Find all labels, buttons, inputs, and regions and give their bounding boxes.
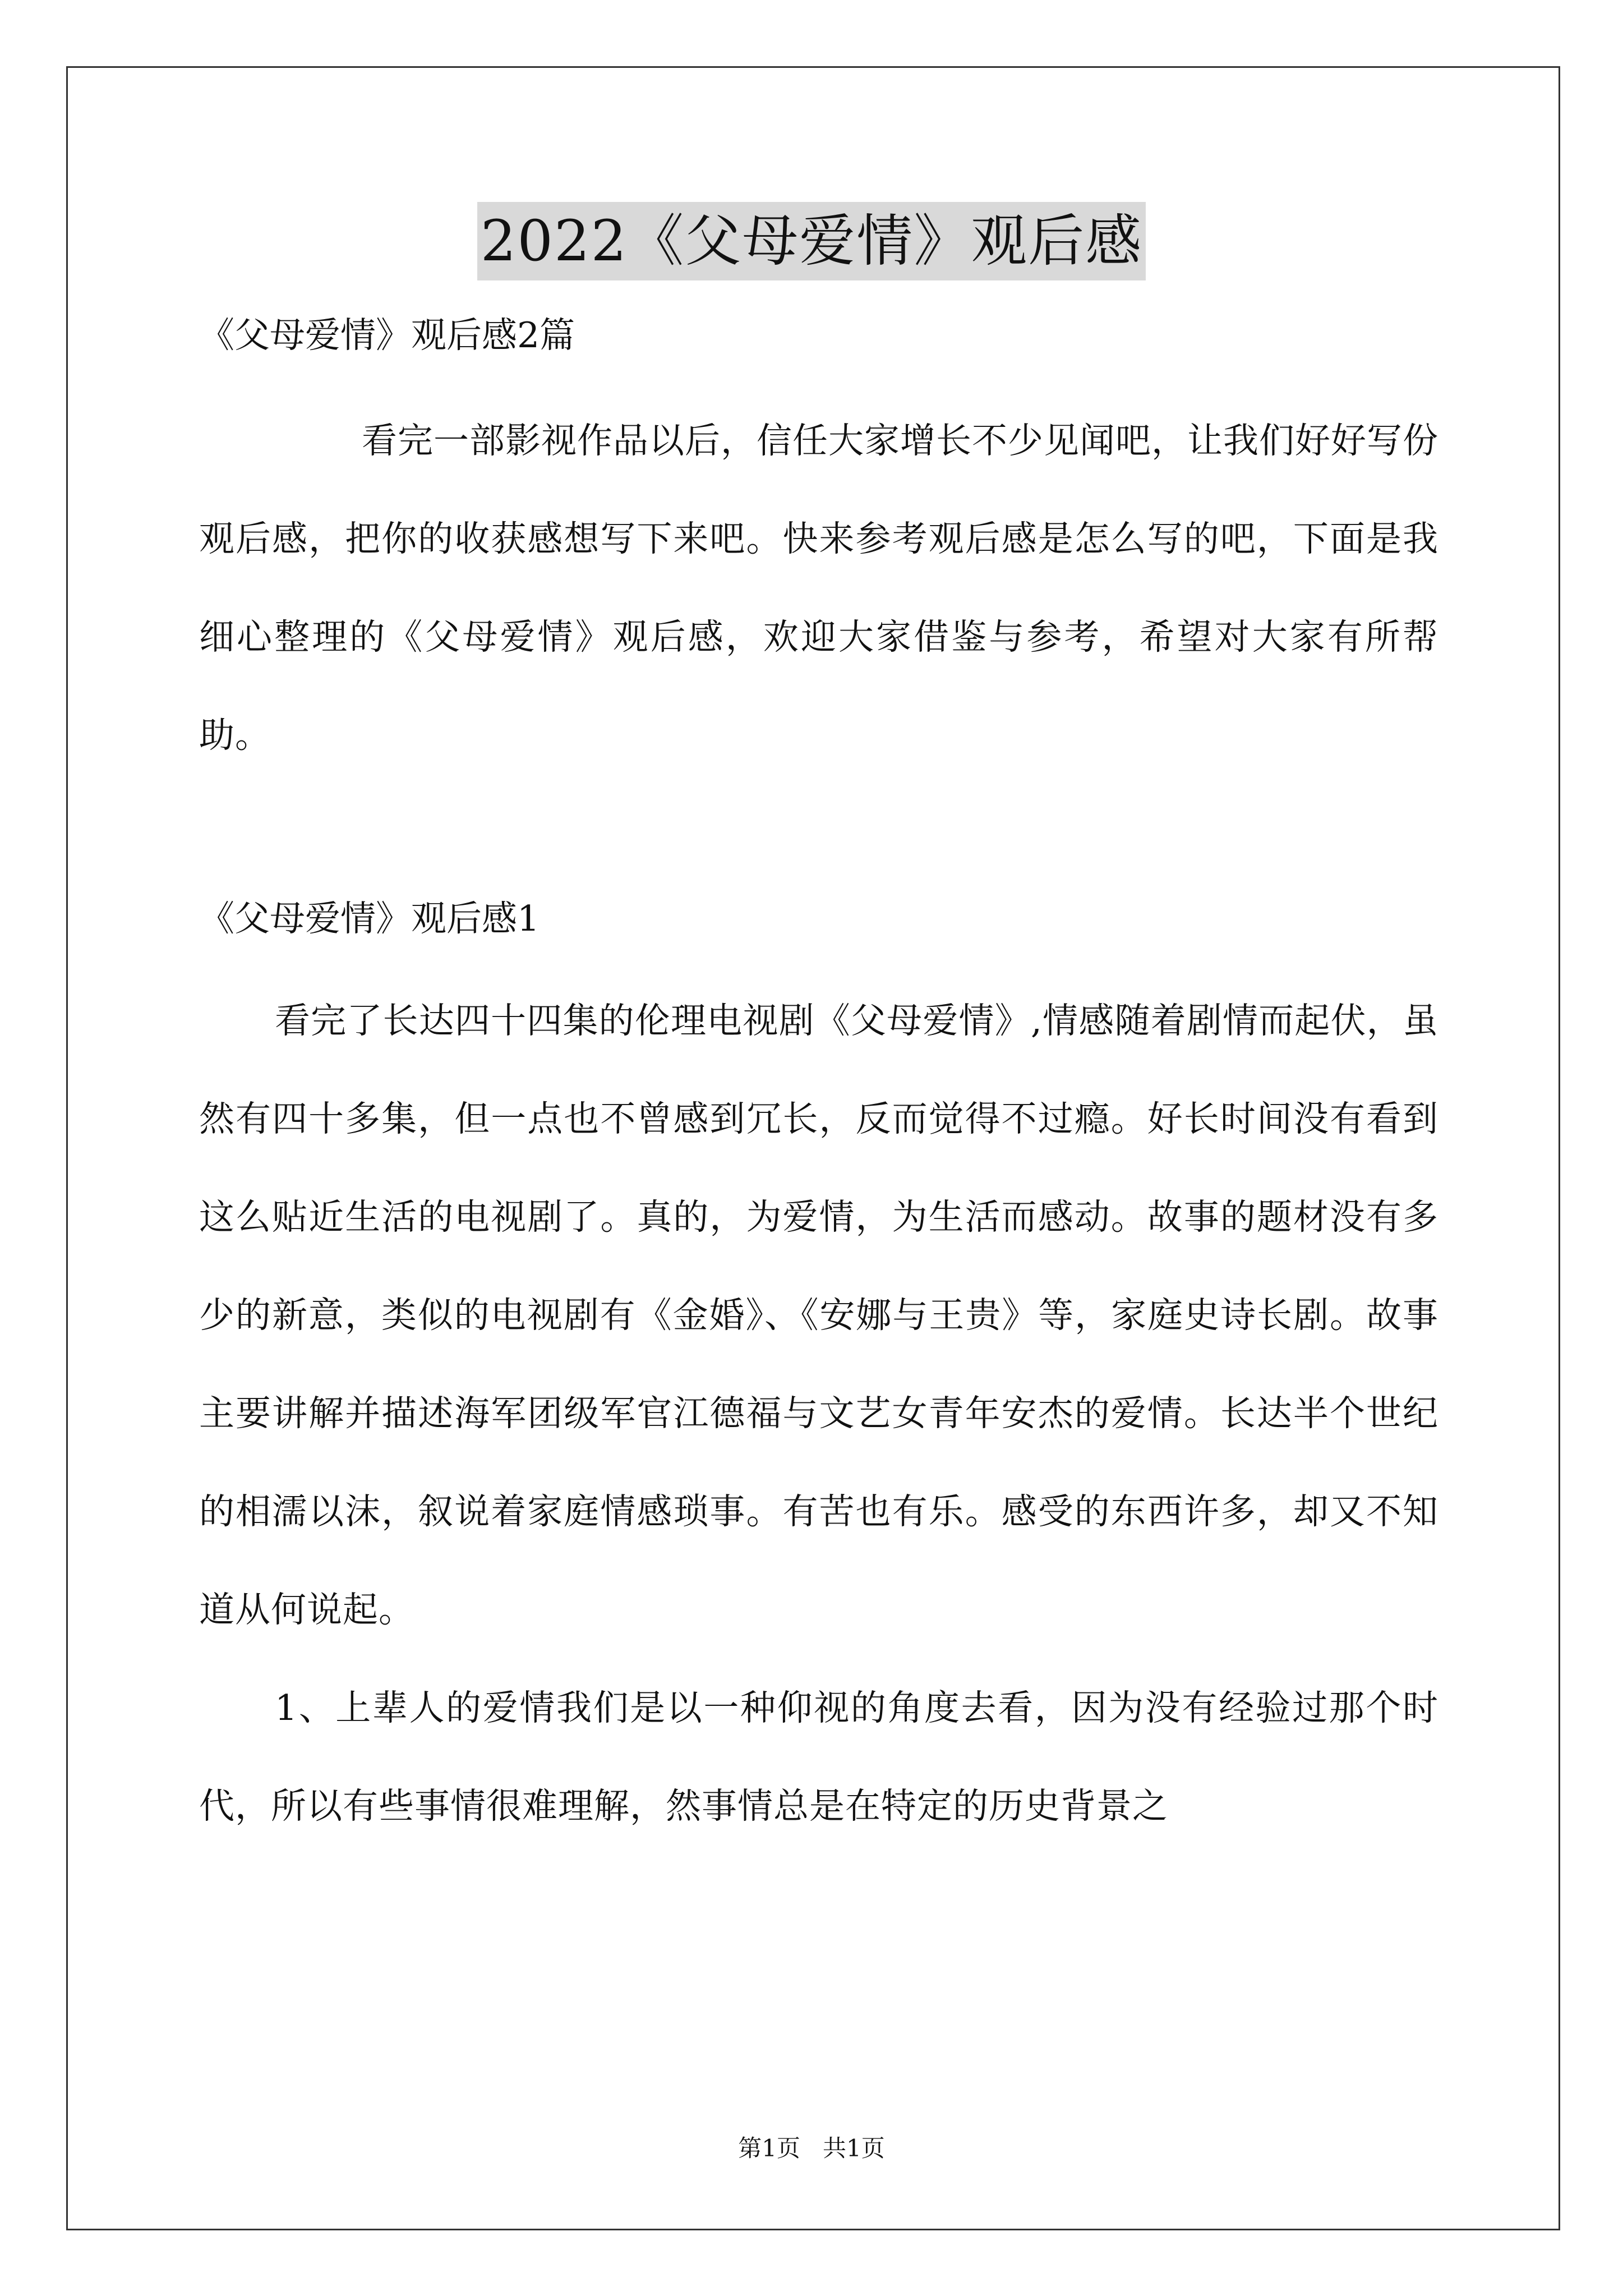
body-paragraph: 看完了长达四十四集的伦理电视剧《父母爱情》,情感随着剧情而起伏，虽然有四十多集，但一点也不曾感到冗长，反而觉得不过瘾。好长时间没有看到这么贴近生活的电视剧了。真的，为爱情，为生活而感动。故事的题材没有多少的新意，类似的电视剧有《金婚》、《安娜与王贵》等，家庭史诗长剧。故事主要讲解并描述海军团级军官江德福与文艺女青年安杰的爱情。长达半个世纪的相濡以沫，叙说着家庭情感琐事。有苦也有乐。感受的东西许多，却又不知道从何说起。 (199, 1000, 1438, 1630)
intro-paragraph: 看完一部影视作品以后，信任大家增长不少见闻吧，让我们好好写份观后感，把你的收获感想写下来吧。快来参考观后感是怎么写的吧，下面是我细心整理的《父母爱情》观后感，欢迎大家借鉴与参考，希望对大家有所帮助。 (199, 420, 1438, 756)
page-footer: 第1页 共1页 (738, 2134, 885, 2162)
spacer (199, 947, 1438, 972)
document-title: 2022《父母爱情》观后感 (477, 202, 1146, 280)
spacer (199, 784, 1438, 891)
spacer (199, 364, 1438, 392)
body-paragraph: 1、上辈人的爱情我们是以一种仰视的角度去看，因为没有经验过那个时代，所以有些事情很难理解，然事情总是在特定的历史背景之 (199, 1687, 1438, 1826)
title-container (0, 202, 1623, 280)
document-body (199, 307, 1438, 1855)
document-subtitle: 《父母爱情》观后感2篇 (199, 315, 575, 356)
section-heading: 《父母爱情》观后感1 (199, 898, 540, 939)
